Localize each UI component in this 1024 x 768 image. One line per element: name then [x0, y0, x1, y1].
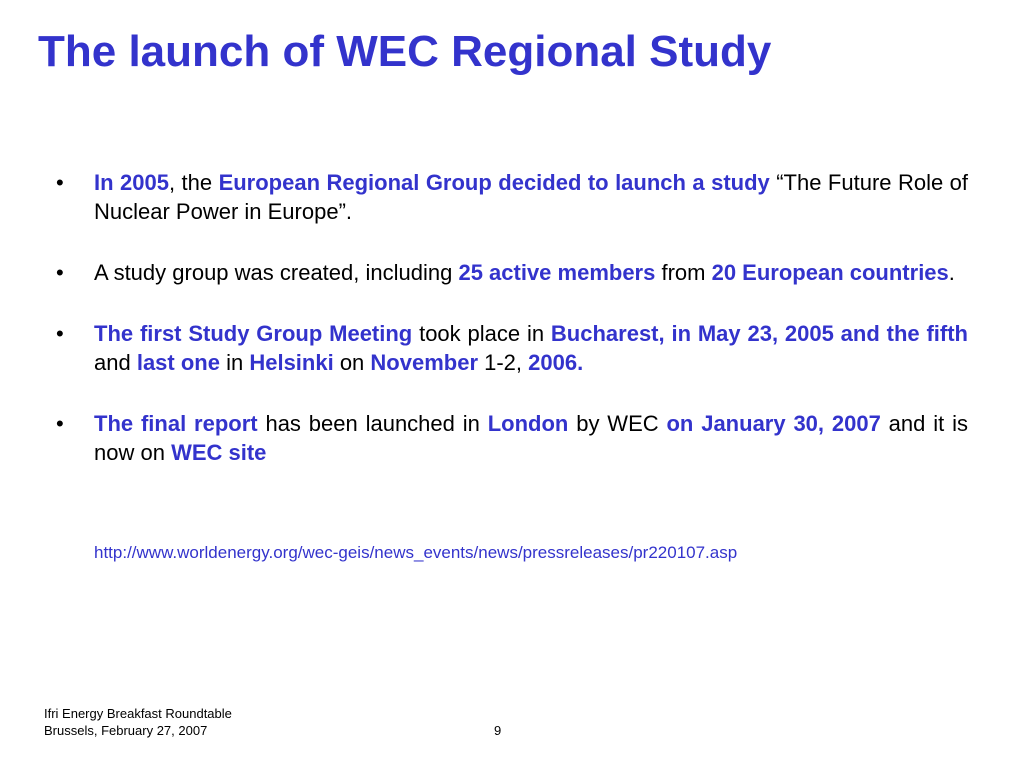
bullet-icon: •	[56, 170, 64, 195]
plain-text: .	[948, 260, 955, 285]
highlight-text: European Regional Group decided to launch a study	[218, 170, 770, 195]
highlight-text: WEC site	[171, 440, 267, 465]
bullet-list	[56, 168, 968, 499]
bullet-icon: •	[56, 260, 64, 285]
plain-text: and it is now on	[94, 411, 968, 465]
bullet-text	[94, 411, 968, 465]
highlight-text: on January 30, 2007	[666, 411, 881, 436]
highlight-text: 25 active members	[458, 260, 656, 285]
plain-text: , the	[168, 170, 219, 195]
plain-text: and	[94, 350, 137, 375]
plain-text: 1-2,	[478, 350, 529, 375]
plain-text: took place in	[412, 321, 551, 346]
plain-text: from	[655, 260, 712, 285]
plain-text: has been launched in	[257, 411, 488, 436]
highlight-text: The final report	[94, 411, 258, 436]
plain-text: in	[219, 350, 250, 375]
bullet-icon: •	[56, 321, 64, 346]
highlight-text: London	[487, 411, 569, 436]
footer-date: Brussels, February 27, 2007	[44, 723, 208, 738]
highlight-text: 2006.	[528, 350, 584, 375]
footer-event: Ifri Energy Breakfast Roundtable	[44, 706, 232, 721]
footer	[44, 705, 232, 739]
highlight-text: last one	[136, 350, 220, 375]
report-url-link[interactable]: http://www.worldenergy.org/wec-geis/news_events/news/pressreleases/pr220107.asp	[94, 543, 738, 562]
plain-text: by WEC	[568, 411, 667, 436]
plain-text: on	[333, 350, 371, 375]
bullet-icon: •	[56, 411, 64, 436]
bullet-item	[56, 258, 968, 287]
bullet-text	[94, 321, 968, 375]
page-number: 9	[494, 723, 502, 738]
bullet-item	[56, 319, 968, 377]
bullet-item	[56, 409, 968, 467]
highlight-text: November	[370, 350, 478, 375]
highlight-text: Bucharest, in May 23, 2005 and the fifth	[550, 321, 968, 346]
plain-text: “The Future Role of Nuclear Power in Europe”.	[94, 170, 968, 224]
bullet-text	[94, 170, 968, 224]
bullet-item	[56, 168, 968, 226]
plain-text: A study group was created, including	[94, 260, 459, 285]
highlight-text: The first Study Group Meeting	[94, 321, 413, 346]
slide-title: The launch of WEC Regional Study	[38, 27, 772, 76]
bullet-text	[94, 260, 955, 285]
highlight-text: 20 European countries	[711, 260, 949, 285]
highlight-text: Helsinki	[249, 350, 334, 375]
highlight-text: In 2005	[94, 170, 169, 195]
